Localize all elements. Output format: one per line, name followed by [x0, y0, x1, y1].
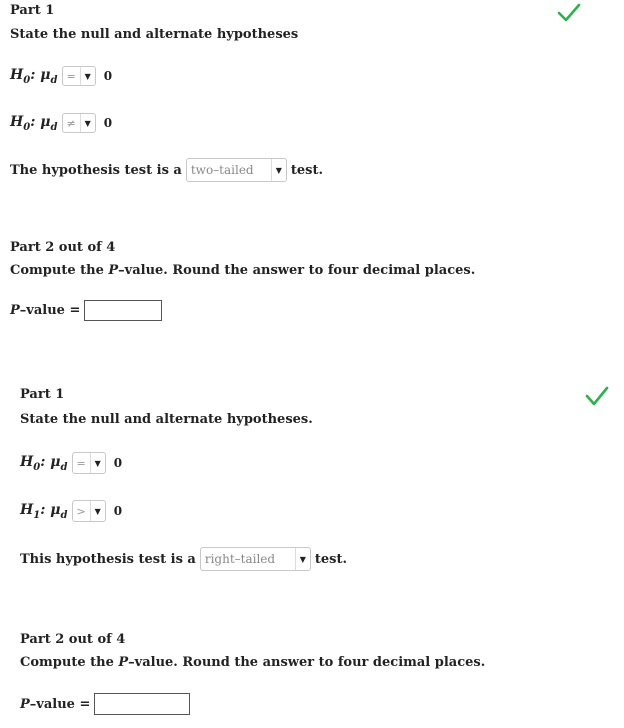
alternate-hypothesis-row: [20, 500, 122, 522]
operator-value: >: [73, 501, 91, 521]
part1-label: Part 1: [20, 387, 65, 402]
operator-select-alternate[interactable]: [62, 113, 96, 133]
dropdown-arrow-icon: ▼: [94, 506, 101, 516]
pvalue-input[interactable]: [84, 300, 162, 321]
dropdown-arrow-icon: ▼: [94, 458, 101, 468]
part1-heading: State the null and alternate hypotheses: [10, 27, 299, 42]
hypothesis-value: 0: [103, 69, 113, 83]
hypothesis-symbol: $H_0$: $\mu_d$: [10, 66, 58, 86]
operator-select-null[interactable]: [72, 452, 106, 474]
pvalue-row: [10, 300, 162, 321]
dropdown-arrow-icon: ▼: [275, 165, 282, 175]
checkmark-icon: [557, 3, 581, 23]
pvalue-input[interactable]: [94, 693, 190, 715]
test-type-prefix: The hypothesis test is a: [10, 162, 182, 178]
pvalue-label: P–value =: [20, 696, 91, 712]
dropdown-arrow-icon: ▼: [84, 71, 91, 81]
operator-value: =: [73, 453, 91, 473]
part2-label: Part 2 out of 4: [10, 240, 116, 255]
part2-heading: Compute the P–value. Round the answer to four decimal places.: [10, 263, 476, 278]
part2-label: Part 2 out of 4: [20, 632, 126, 647]
hypothesis-value: 0: [113, 504, 123, 518]
hypothesis-value: 0: [113, 456, 123, 470]
dropdown-arrow-icon: ▼: [84, 118, 91, 128]
test-type-value: right–tailed: [201, 548, 296, 570]
test-type-select[interactable]: [200, 547, 311, 571]
test-type-select[interactable]: [186, 158, 287, 182]
test-type-prefix: This hypothesis test is a: [20, 551, 196, 567]
part2-heading: Compute the P–value. Round the answer to four decimal places.: [20, 655, 486, 670]
part1-label: Part 1: [10, 3, 55, 18]
dropdown-arrow-icon: ▼: [299, 554, 306, 564]
test-type-row: [10, 158, 323, 182]
pvalue-label: P–value =: [10, 303, 81, 318]
hypothesis-symbol: $H_0$: $\mu_d$: [10, 113, 58, 133]
operator-value: ≠: [63, 114, 81, 132]
null-hypothesis-row: [10, 66, 112, 86]
pvalue-row: [20, 693, 190, 715]
test-type-value: two–tailed: [187, 159, 272, 181]
operator-select-alternate[interactable]: [72, 500, 106, 522]
test-type-suffix: test.: [314, 551, 347, 567]
part1-heading: State the null and alternate hypotheses.: [20, 412, 313, 427]
checkmark-icon: [585, 385, 609, 407]
null-hypothesis-row: [20, 452, 122, 474]
operator-select-null[interactable]: [62, 66, 96, 86]
hypothesis-symbol: $H_1$: $\mu_d$: [20, 501, 68, 521]
hypothesis-symbol: $H_0$: $\mu_d$: [20, 453, 68, 473]
test-type-row: [20, 547, 347, 571]
hypothesis-value: 0: [103, 116, 113, 130]
operator-value: =: [63, 67, 81, 85]
alternate-hypothesis-row: [10, 113, 112, 133]
test-type-suffix: test.: [290, 162, 323, 178]
